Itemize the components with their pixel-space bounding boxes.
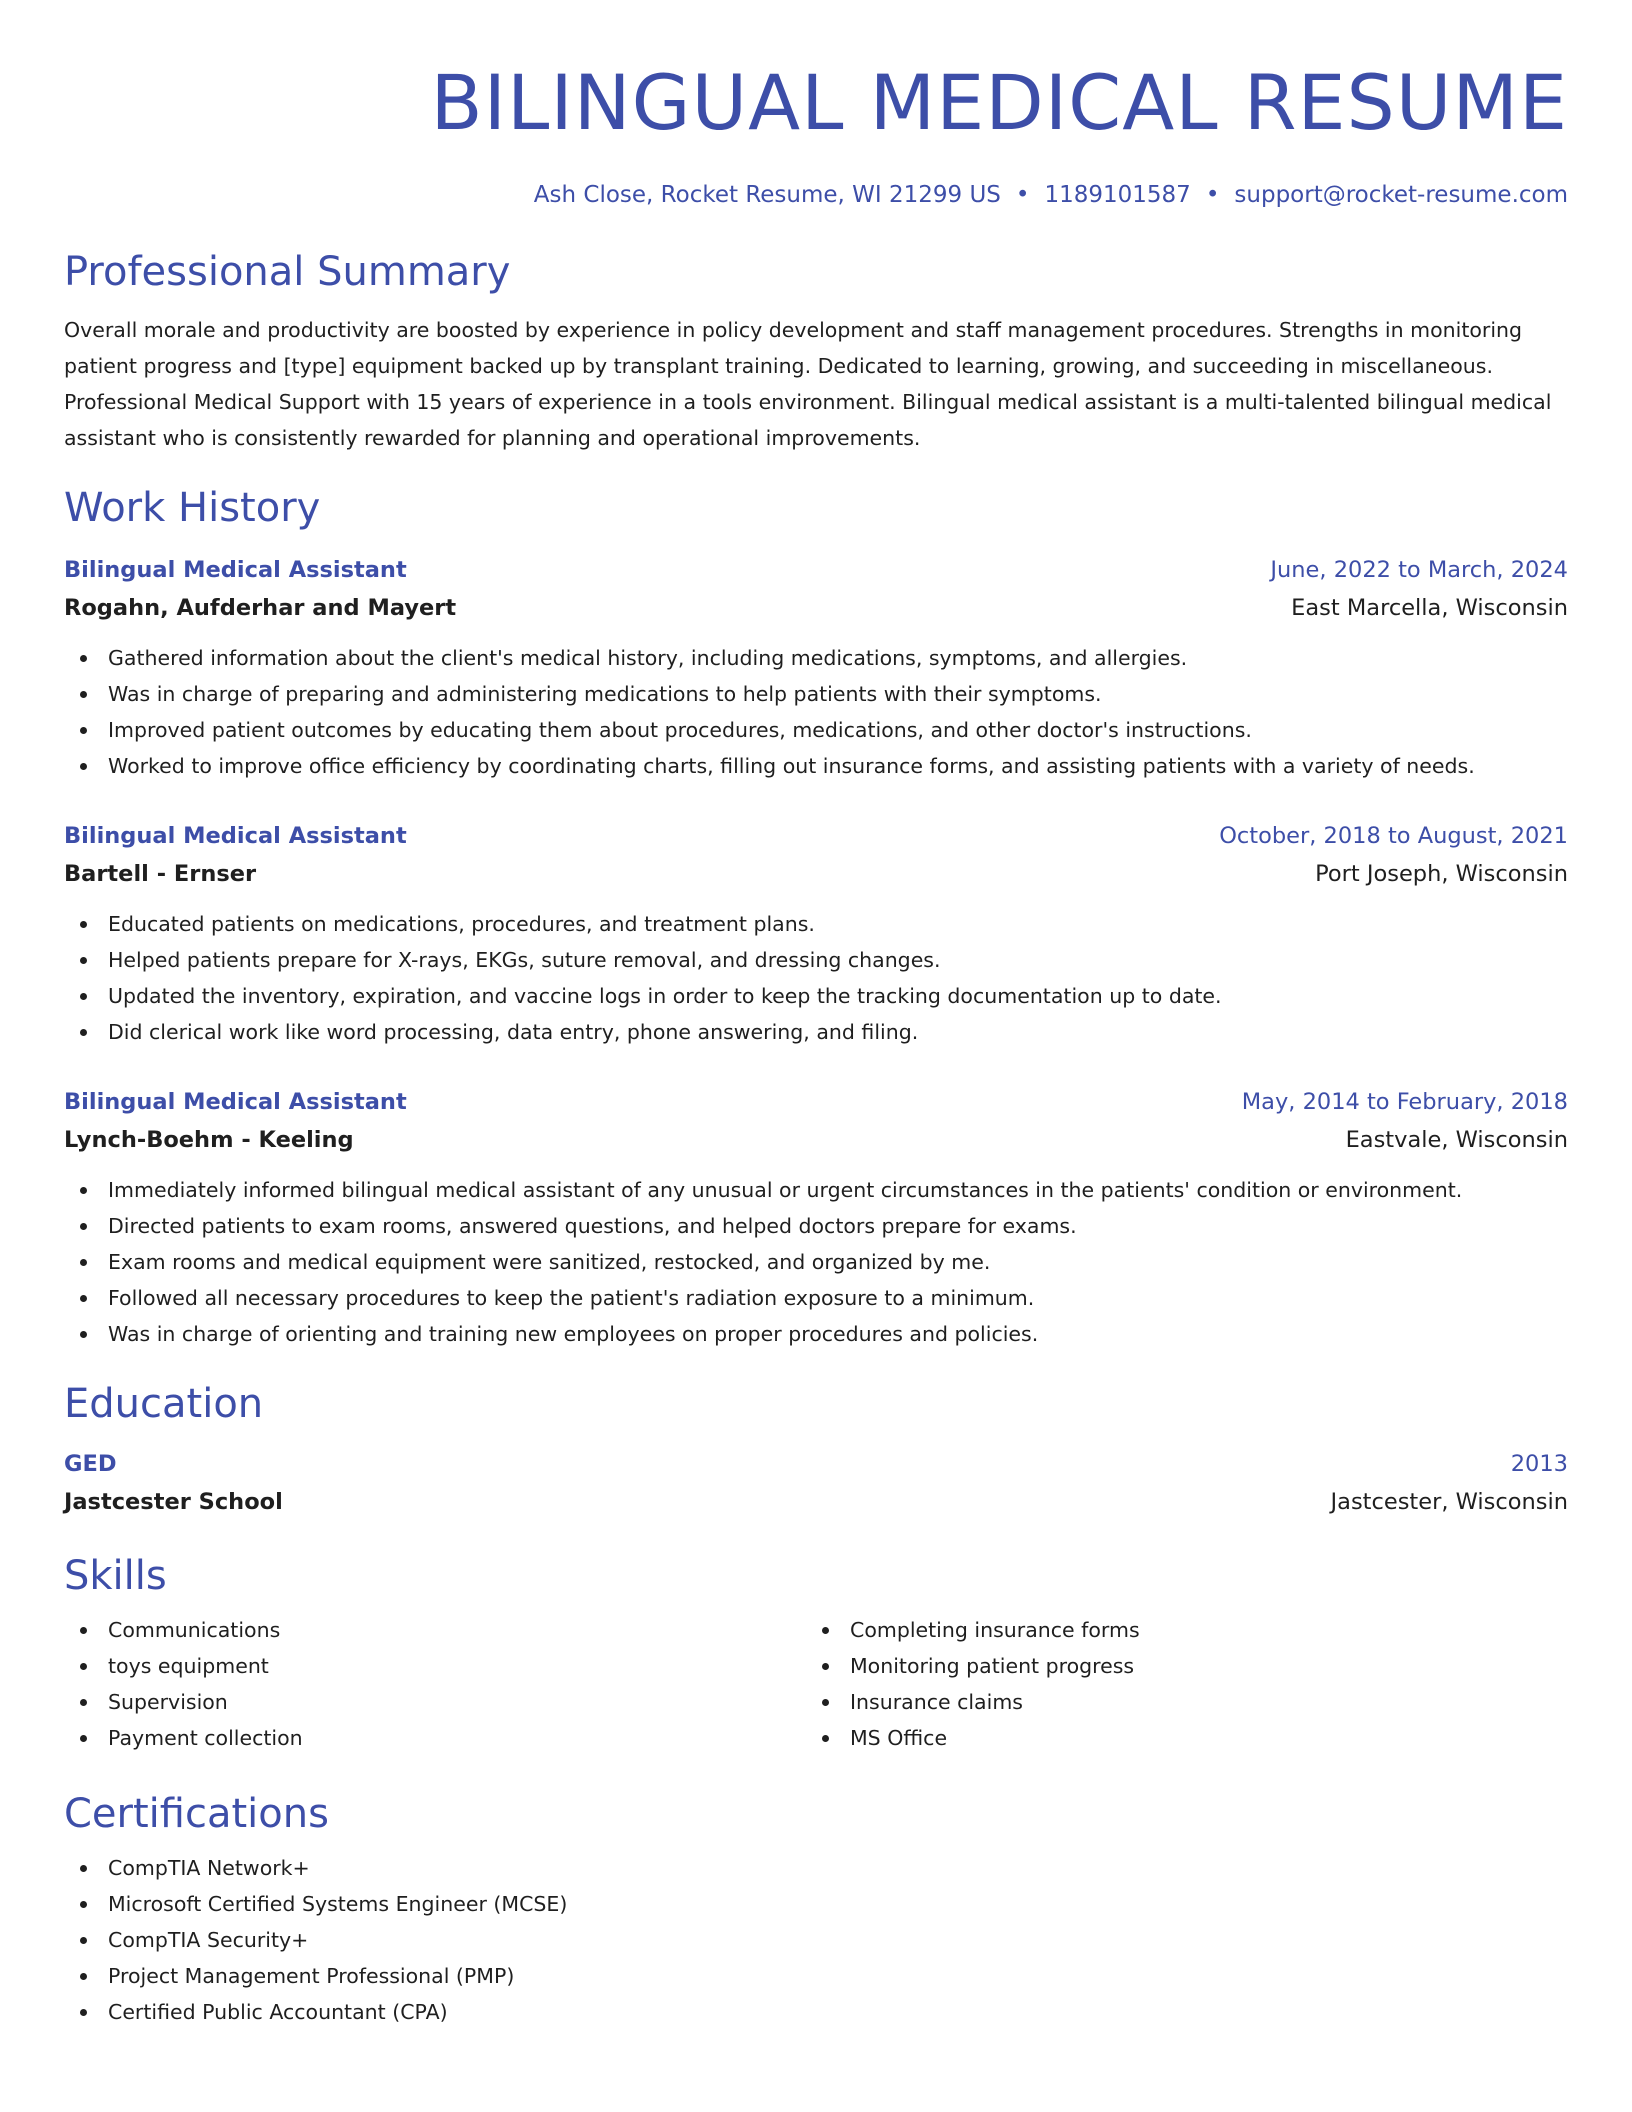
job-company: Rogahn, Aufderhar and Mayert	[64, 595, 457, 621]
job-bullet: Directed patients to exam rooms, answered questions, and helped doctors prepare for exams.	[64, 1208, 1568, 1244]
skills-list-left	[64, 1612, 806, 1756]
education-heading: Education	[64, 1381, 264, 1427]
job-title: Bilingual Medical Assistant	[64, 557, 407, 583]
job-title: Bilingual Medical Assistant	[64, 823, 407, 849]
skill-item: Payment collection	[64, 1720, 806, 1756]
skill-item: Completing insurance forms	[806, 1612, 1548, 1648]
education-school: Jastcester School	[64, 1489, 283, 1515]
job-header-row	[64, 818, 1568, 854]
contact-line	[64, 180, 1568, 210]
job-bullets	[64, 906, 1568, 1050]
job-entry	[64, 1084, 1568, 1352]
job-bullet: Educated patients on medications, procedures, and treatment plans.	[64, 906, 1568, 942]
job-bullet: Immediately informed bilingual medical assistant of any unusual or urgent circumstances in the patients' condition or environment.	[64, 1172, 1568, 1208]
job-bullet: Exam rooms and medical equipment were sanitized, restocked, and organized by me.	[64, 1244, 1568, 1280]
job-company-row	[64, 854, 1568, 894]
job-company: Lynch-Boehm - Keeling	[64, 1127, 354, 1153]
job-bullet: Helped patients prepare for X-rays, EKGs, suture removal, and dressing changes.	[64, 942, 1568, 978]
skill-item: Monitoring patient progress	[806, 1648, 1548, 1684]
job-entry	[64, 552, 1568, 784]
contact-address: Ash Close, Rocket Resume, WI 21299 US	[533, 182, 1001, 208]
job-bullet: Gathered information about the client's medical history, including medications, symptoms, and allergies.	[64, 640, 1568, 676]
job-bullet: Followed all necessary procedures to keep the patient's radiation exposure to a minimum.	[64, 1280, 1568, 1316]
education-year: 2013	[1510, 1451, 1568, 1477]
contact-separator: •	[1015, 182, 1030, 208]
contact-separator: •	[1205, 182, 1220, 208]
contact-email: support@rocket-resume.com	[1234, 182, 1568, 208]
job-location: East Marcella, Wisconsin	[1291, 595, 1568, 621]
skill-item: toys equipment	[64, 1648, 806, 1684]
skill-item: Communications	[64, 1612, 806, 1648]
certifications-list	[64, 1850, 1568, 2030]
job-location: Port Joseph, Wisconsin	[1315, 861, 1568, 887]
job-company-row	[64, 588, 1568, 628]
job-bullet: Worked to improve office efficiency by coordinating charts, filling out insurance forms, and assisting patients with a variety of needs.	[64, 748, 1568, 784]
job-dates: May, 2014 to February, 2018	[1241, 1089, 1568, 1115]
education-header-row	[64, 1446, 1568, 1482]
resume-page	[64, 0, 1568, 2030]
skills-heading: Skills	[64, 1553, 167, 1599]
job-bullets	[64, 640, 1568, 784]
job-bullet: Was in charge of orienting and training new employees on proper procedures and policies.	[64, 1316, 1568, 1352]
certification-item: Certified Public Accountant (CPA)	[64, 1994, 1568, 2030]
certification-item: Microsoft Certified Systems Engineer (MCSE)	[64, 1886, 1568, 1922]
certifications-heading: Certifications	[64, 1791, 329, 1837]
skill-item: Insurance claims	[806, 1684, 1548, 1720]
job-dates: October, 2018 to August, 2021	[1219, 823, 1568, 849]
job-company-row	[64, 1120, 1568, 1160]
skills-list-right	[806, 1612, 1548, 1756]
job-header-row	[64, 1084, 1568, 1120]
job-bullet: Improved patient outcomes by educating them about procedures, medications, and other doctor's instructions.	[64, 712, 1568, 748]
job-header-row	[64, 552, 1568, 588]
summary-heading: Professional Summary	[64, 249, 511, 295]
education-entry	[64, 1446, 1568, 1522]
education-location: Jastcester, Wisconsin	[1330, 1489, 1568, 1515]
education-degree: GED	[64, 1451, 117, 1477]
certification-item: CompTIA Security+	[64, 1922, 1568, 1958]
skill-item: MS Office	[806, 1720, 1548, 1756]
job-bullets	[64, 1172, 1568, 1352]
job-company: Bartell - Ernser	[64, 861, 257, 887]
job-location: Eastvale, Wisconsin	[1345, 1127, 1568, 1153]
summary-text: Overall morale and productivity are boosted by experience in policy development and staff management procedures. Strengths in monitoring patient progress and [type] equipment backed up by transplant training. Dedicated to learning, growing, and succeeding in miscellaneous. Professional Medical Support with 15 years of experience in a tools environment. Bilingual medical assistant is a multi-talented bilingual medical assistant who is consistently rewarded for planning and operational improvements.	[64, 318, 1552, 450]
certification-item: CompTIA Network+	[64, 1850, 1568, 1886]
job-dates: June, 2022 to March, 2024	[1270, 557, 1568, 583]
job-bullet: Updated the inventory, expiration, and vaccine logs in order to keep the tracking documentation up to date.	[64, 978, 1568, 1014]
job-bullet: Did clerical work like word processing, data entry, phone answering, and filing.	[64, 1014, 1568, 1050]
job-bullet: Was in charge of preparing and administering medications to help patients with their symptoms.	[64, 676, 1568, 712]
certification-item: Project Management Professional (PMP)	[64, 1958, 1568, 1994]
skills-columns	[64, 1600, 1568, 1756]
work-history-heading: Work History	[64, 485, 321, 531]
education-school-row	[64, 1482, 1568, 1522]
job-entry	[64, 818, 1568, 1050]
skill-item: Supervision	[64, 1684, 806, 1720]
job-title: Bilingual Medical Assistant	[64, 1089, 407, 1115]
resume-name: BILINGUAL MEDICAL RESUME	[430, 58, 1568, 147]
contact-phone: 1189101587	[1044, 182, 1191, 208]
